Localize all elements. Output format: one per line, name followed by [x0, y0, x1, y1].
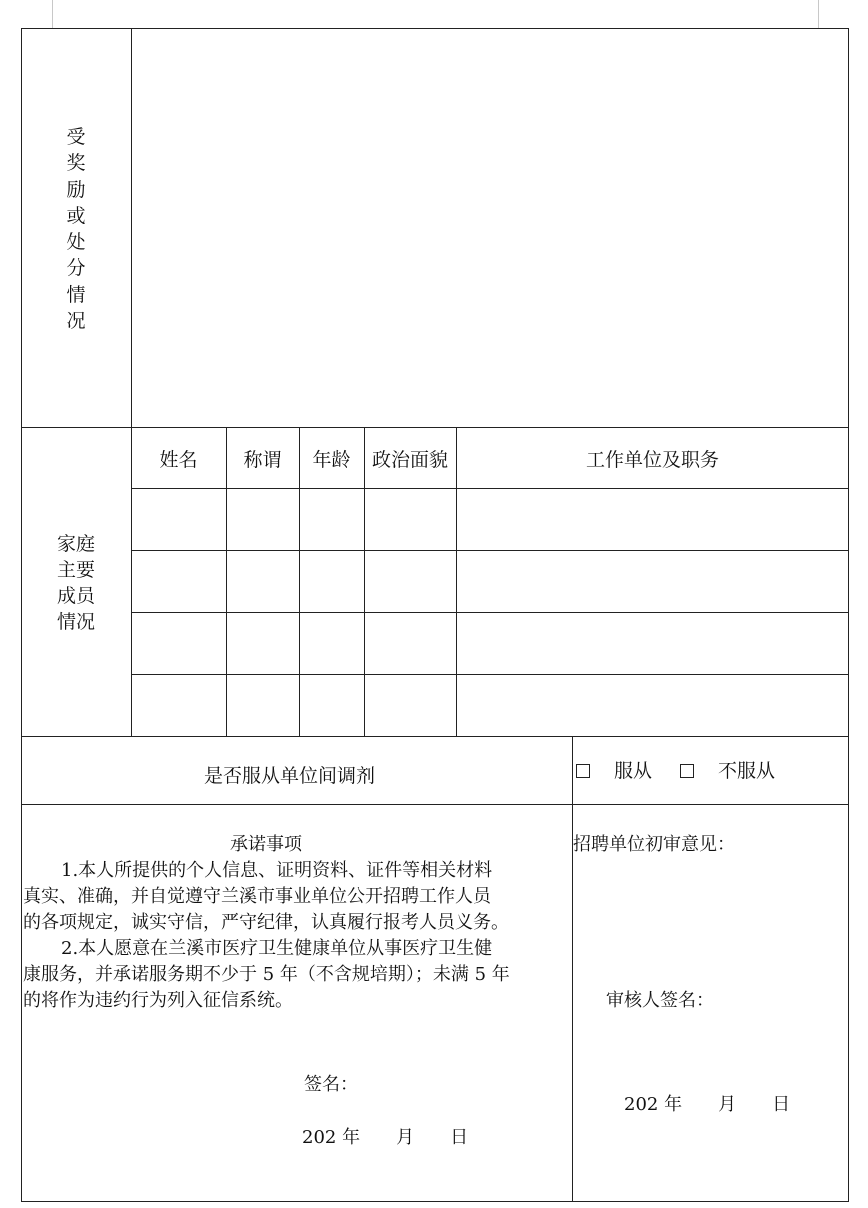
family-label: 家庭 主要 成员 情况: [56, 533, 95, 633]
not-obey-checkbox[interactable]: [680, 764, 694, 778]
adjustment-bottom-border: [21, 804, 849, 805]
header-age: 年龄: [312, 448, 351, 471]
clause-1-line-1: 1.本人所提供的个人信息、证明资料、证件等相关材料: [61, 860, 493, 881]
clause-1-line-2: 真实、准确，并自觉遵守兰溪市事业单位公开招聘工作人员: [23, 886, 491, 907]
obey-checkbox[interactable]: [576, 764, 590, 778]
review-date: 202 年 月 日: [624, 1094, 791, 1115]
commitment-title: 承诺事项: [230, 834, 302, 855]
rewards-label: 受 奖 励 或 处 分 情 况: [66, 126, 86, 333]
obey-option-label: 服从: [614, 760, 653, 782]
header-political-status: 政治面貌: [371, 448, 448, 471]
family-member-row[interactable]: [132, 489, 848, 550]
not-obey-option-label: 不服从: [718, 760, 776, 782]
clause-2-line-2: 康服务，并承诺服务期不少于 5 年（不含规培期）；未满 5 年: [23, 964, 510, 985]
family-bottom-border: [21, 736, 849, 737]
review-title: 招聘单位初审意见：: [573, 834, 735, 855]
review-opinion-field[interactable]: [574, 862, 848, 982]
applicant-date: 202 年 月 日: [302, 1127, 469, 1148]
family-member-row[interactable]: [132, 675, 848, 736]
bottom-section-divider: [572, 736, 573, 1202]
header-workplace-position: 工作单位及职务: [585, 448, 719, 471]
reviewer-signature-label: 审核人签名：: [606, 990, 714, 1011]
clause-1-line-3: 的各项规定，诚实守信，严守纪律，认真履行报考人员义务。: [23, 912, 509, 933]
margin-guide-left: [52, 0, 53, 28]
header-name: 姓名: [159, 448, 198, 471]
header-relation: 称谓: [243, 448, 282, 471]
family-member-row[interactable]: [132, 551, 848, 612]
clause-2-line-3: 的将作为违约行为列入征信系统。: [23, 990, 293, 1011]
family-member-row[interactable]: [132, 613, 848, 674]
commitment-text: [23, 858, 572, 1014]
applicant-signature-label: 签名：: [304, 1074, 358, 1095]
adjustment-question: 是否服从单位间调剂: [204, 765, 376, 787]
margin-guide-right: [818, 0, 819, 28]
clause-2-line-1: 2.本人愿意在兰溪市医疗卫生健康单位从事医疗卫生健: [61, 938, 493, 959]
applicant-signature-field[interactable]: [360, 1070, 540, 1098]
rewards-input-area[interactable]: [132, 29, 848, 427]
